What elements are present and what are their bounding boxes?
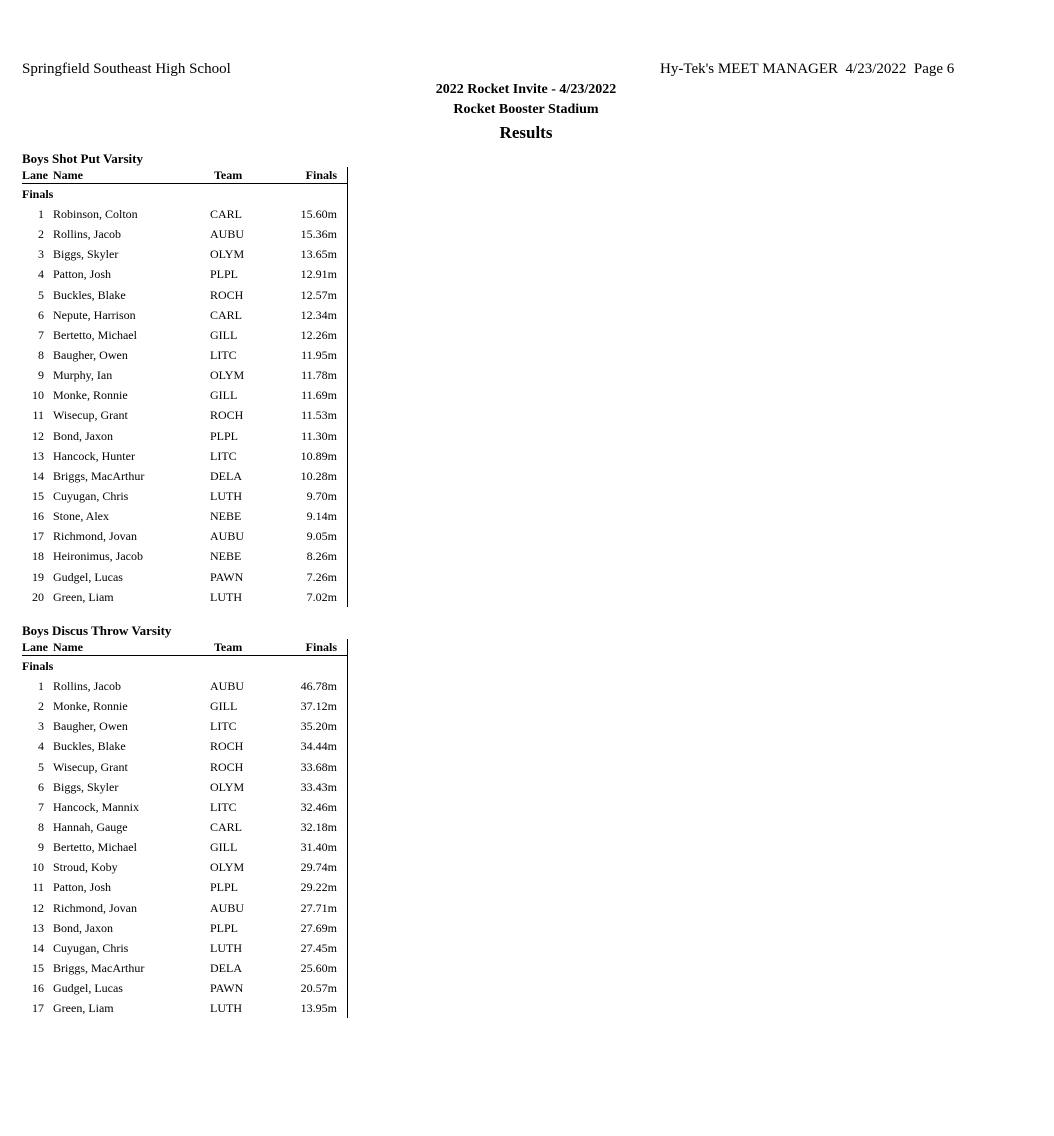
place-cell: 13	[32, 920, 44, 935]
athlete-name-cell: Cuyugan, Chris	[53, 940, 129, 955]
meet-title: 2022 Rocket Invite - 4/23/2022	[435, 82, 617, 97]
athlete-name-cell: Hannah, Gauge	[53, 819, 128, 834]
table-row	[22, 506, 347, 526]
athlete-name-cell: Hancock, Mannix	[53, 799, 139, 814]
finals-mark-cell: 7.02m	[306, 589, 337, 604]
place-cell: 13	[32, 448, 44, 463]
place-cell: 14	[32, 940, 44, 955]
place-cell: 9	[38, 368, 44, 383]
place-cell: 5	[38, 759, 44, 774]
table-row	[22, 797, 347, 817]
team-cell: ROCH	[210, 287, 244, 302]
table-row	[22, 486, 347, 506]
athlete-name-cell: Hancock, Hunter	[53, 448, 135, 463]
column-header-name: Name	[53, 168, 83, 182]
column-header-finals: Finals	[305, 168, 337, 182]
table-row	[22, 716, 347, 736]
athlete-name-cell: Bond, Jaxon	[53, 428, 113, 443]
athlete-name-cell: Patton, Josh	[53, 880, 112, 895]
athlete-name-cell: Patton, Josh	[53, 267, 112, 282]
table-row	[22, 285, 347, 305]
team-cell: ROCH	[210, 759, 244, 774]
table-row	[22, 244, 347, 264]
place-cell: 1	[38, 207, 44, 221]
event-title: Boys Shot Put Varsity	[22, 151, 143, 166]
team-cell: LUTH	[210, 488, 242, 503]
finals-mark-cell: 27.69m	[300, 920, 337, 935]
athlete-name-cell: Richmond, Jovan	[53, 529, 137, 544]
place-cell: 4	[38, 267, 44, 282]
table-row	[22, 264, 347, 284]
place-cell: 17	[32, 1001, 44, 1016]
finals-mark-cell: 46.78m	[300, 679, 337, 693]
athlete-name-cell: Heironimus, Jacob	[53, 549, 143, 564]
event-discus-throw	[22, 623, 348, 1018]
column-header-row	[22, 167, 347, 184]
place-cell: 20	[32, 589, 44, 604]
team-cell: PLPL	[210, 920, 239, 935]
team-cell: CARL	[210, 819, 243, 834]
finals-mark-cell: 27.45m	[300, 940, 337, 955]
team-cell: LITC	[210, 347, 237, 362]
team-cell: PLPL	[210, 267, 239, 282]
finals-mark-cell: 33.43m	[300, 779, 337, 794]
place-cell: 2	[38, 227, 44, 242]
team-cell: PLPL	[210, 880, 239, 895]
athlete-name-cell: Buckles, Blake	[53, 287, 126, 302]
athlete-name-cell: Wisecup, Grant	[53, 408, 128, 423]
place-cell: 10	[32, 860, 44, 875]
round-label: Finals	[22, 187, 54, 201]
table-row	[22, 857, 347, 877]
result-rows	[22, 204, 347, 607]
column-header-finals: Finals	[305, 640, 337, 654]
finals-mark-cell: 25.60m	[300, 960, 337, 975]
athlete-name-cell: Stroud, Koby	[53, 860, 118, 875]
place-cell: 9	[38, 840, 44, 855]
place-cell: 17	[32, 529, 44, 544]
place-cell: 3	[38, 719, 44, 734]
place-cell: 6	[38, 307, 44, 322]
athlete-name-cell: Murphy, Ian	[53, 368, 113, 383]
athlete-name-cell: Bertetto, Michael	[53, 840, 137, 855]
table-row	[22, 204, 347, 224]
column-header-lane: Lane	[22, 640, 49, 654]
table-row	[22, 405, 347, 425]
team-cell: LITC	[210, 799, 237, 814]
team-cell: NEBE	[210, 549, 242, 564]
team-cell: OLYM	[210, 779, 245, 794]
team-cell: AUBU	[210, 529, 245, 544]
table-row	[22, 426, 347, 446]
finals-mark-cell: 10.89m	[300, 448, 337, 463]
finals-mark-cell: 32.18m	[300, 819, 337, 834]
athlete-name-cell: Bond, Jaxon	[53, 920, 113, 935]
finals-mark-cell: 31.40m	[300, 840, 337, 855]
table-row	[22, 898, 347, 918]
column-header-name: Name	[53, 640, 83, 654]
place-cell: 6	[38, 779, 44, 794]
team-cell: LITC	[210, 719, 237, 734]
finals-mark-cell: 11.95m	[301, 347, 337, 362]
place-cell: 12	[32, 428, 44, 443]
finals-mark-cell: 20.57m	[300, 981, 337, 996]
finals-mark-cell: 12.34m	[300, 307, 337, 322]
finals-mark-cell: 15.36m	[300, 227, 337, 242]
results-title: Results	[499, 123, 553, 142]
table-row	[22, 466, 347, 486]
team-cell: GILL	[210, 840, 238, 855]
finals-mark-cell: 8.26m	[306, 549, 337, 564]
athlete-name-cell: Cuyugan, Chris	[53, 488, 129, 503]
table-row	[22, 777, 347, 797]
column-header-lane: Lane	[22, 168, 49, 182]
column-header-team: Team	[214, 640, 243, 654]
place-cell: 11	[32, 408, 44, 423]
table-row	[22, 325, 347, 345]
finals-mark-cell: 34.44m	[300, 739, 337, 754]
place-cell: 10	[32, 388, 44, 403]
athlete-name-cell: Wisecup, Grant	[53, 759, 128, 774]
place-cell: 12	[32, 900, 44, 915]
place-cell: 1	[38, 679, 44, 693]
venue-name: Rocket Booster Stadium	[453, 102, 599, 117]
place-cell: 5	[38, 287, 44, 302]
finals-mark-cell: 12.57m	[300, 287, 337, 302]
place-cell: 7	[38, 327, 44, 342]
athlete-name-cell: Biggs, Skyler	[53, 779, 119, 794]
finals-mark-cell: 9.14m	[306, 509, 337, 524]
team-cell: AUBU	[210, 900, 245, 915]
finals-mark-cell: 9.05m	[306, 529, 337, 544]
team-cell: GILL	[210, 327, 238, 342]
finals-mark-cell: 27.71m	[300, 900, 337, 915]
place-cell: 15	[32, 488, 44, 503]
place-cell: 16	[32, 981, 44, 996]
finals-mark-cell: 7.26m	[306, 569, 337, 584]
team-cell: PLPL	[210, 428, 239, 443]
table-row	[22, 998, 347, 1018]
team-cell: CARL	[210, 207, 243, 221]
table-row	[22, 877, 347, 897]
finals-mark-cell: 35.20m	[300, 719, 337, 734]
team-cell: GILL	[210, 388, 238, 403]
team-cell: LUTH	[210, 589, 242, 604]
table-row	[22, 587, 347, 607]
results-table	[22, 639, 348, 1018]
athlete-name-cell: Gudgel, Lucas	[53, 569, 123, 584]
finals-mark-cell: 32.46m	[300, 799, 337, 814]
finals-mark-cell: 11.78m	[301, 368, 337, 383]
team-cell: LITC	[210, 448, 237, 463]
place-cell: 8	[38, 347, 44, 362]
column-header-row	[22, 639, 347, 656]
athlete-name-cell: Briggs, MacArthur	[53, 468, 145, 483]
finals-mark-cell: 11.53m	[301, 408, 337, 423]
place-cell: 2	[38, 699, 44, 714]
result-rows	[22, 676, 347, 1018]
table-row	[22, 837, 347, 857]
table-row	[22, 446, 347, 466]
team-cell: DELA	[210, 960, 242, 975]
place-cell: 16	[32, 509, 44, 524]
table-row	[22, 817, 347, 837]
finals-mark-cell: 15.60m	[300, 207, 337, 221]
team-cell: GILL	[210, 699, 238, 714]
athlete-name-cell: Gudgel, Lucas	[53, 981, 123, 996]
team-cell: AUBU	[210, 679, 245, 693]
table-row	[22, 696, 347, 716]
finals-mark-cell: 13.65m	[300, 247, 337, 262]
athlete-name-cell: Baugher, Owen	[53, 719, 128, 734]
athlete-name-cell: Stone, Alex	[53, 509, 109, 524]
table-row	[22, 757, 347, 777]
athlete-name-cell: Monke, Ronnie	[53, 699, 128, 714]
school-name: Springfield Southeast High School	[22, 61, 231, 77]
table-row	[22, 978, 347, 998]
place-cell: 19	[32, 569, 44, 584]
place-cell: 14	[32, 468, 44, 483]
team-cell: PAWN	[210, 569, 244, 584]
athlete-name-cell: Green, Liam	[53, 1001, 114, 1016]
athlete-name-cell: Bertetto, Michael	[53, 327, 137, 342]
results-table	[22, 167, 348, 607]
column-header-team: Team	[214, 168, 243, 182]
table-row	[22, 385, 347, 405]
athlete-name-cell: Buckles, Blake	[53, 739, 126, 754]
finals-mark-cell: 10.28m	[300, 468, 337, 483]
table-row	[22, 224, 347, 244]
table-row	[22, 676, 347, 696]
place-cell: 11	[32, 880, 44, 895]
finals-mark-cell: 37.12m	[300, 699, 337, 714]
athlete-name-cell: Robinson, Colton	[53, 207, 138, 221]
athlete-name-cell: Briggs, MacArthur	[53, 960, 145, 975]
athlete-name-cell: Rollins, Jacob	[53, 227, 121, 242]
place-cell: 8	[38, 819, 44, 834]
table-row	[22, 938, 347, 958]
athlete-name-cell: Rollins, Jacob	[53, 679, 121, 693]
team-cell: OLYM	[210, 368, 245, 383]
place-cell: 7	[38, 799, 44, 814]
table-row	[22, 526, 347, 546]
place-cell: 3	[38, 247, 44, 262]
table-row	[22, 546, 347, 566]
team-cell: OLYM	[210, 860, 245, 875]
athlete-name-cell: Nepute, Harrison	[53, 307, 136, 322]
finals-mark-cell: 12.26m	[300, 327, 337, 342]
team-cell: DELA	[210, 468, 242, 483]
table-row	[22, 736, 347, 756]
finals-mark-cell: 29.22m	[300, 880, 337, 895]
team-cell: PAWN	[210, 981, 244, 996]
athlete-name-cell: Richmond, Jovan	[53, 900, 137, 915]
finals-mark-cell: 29.74m	[300, 860, 337, 875]
place-cell: 15	[32, 960, 44, 975]
team-cell: LUTH	[210, 940, 242, 955]
finals-mark-cell: 11.30m	[301, 428, 337, 443]
table-row	[22, 345, 347, 365]
table-row	[22, 567, 347, 587]
athlete-name-cell: Biggs, Skyler	[53, 247, 119, 262]
table-row	[22, 958, 347, 978]
athlete-name-cell: Monke, Ronnie	[53, 388, 128, 403]
team-cell: ROCH	[210, 739, 244, 754]
team-cell: OLYM	[210, 247, 245, 262]
athlete-name-cell: Green, Liam	[53, 589, 114, 604]
finals-mark-cell: 11.69m	[301, 388, 337, 403]
table-row	[22, 365, 347, 385]
event-shot-put	[22, 151, 348, 607]
finals-mark-cell: 12.91m	[300, 267, 337, 282]
finals-mark-cell: 13.95m	[300, 1001, 337, 1016]
finals-mark-cell: 9.70m	[306, 488, 337, 503]
table-row	[22, 918, 347, 938]
team-cell: CARL	[210, 307, 243, 322]
place-cell: 18	[32, 549, 44, 564]
team-cell: AUBU	[210, 227, 245, 242]
table-row	[22, 305, 347, 325]
software-page-info: Hy-Tek's MEET MANAGER 4/23/2022 Page 6	[660, 61, 955, 77]
team-cell: LUTH	[210, 1001, 242, 1016]
athlete-name-cell: Baugher, Owen	[53, 347, 128, 362]
team-cell: ROCH	[210, 408, 244, 423]
place-cell: 4	[38, 739, 44, 754]
round-label: Finals	[22, 659, 54, 673]
event-title: Boys Discus Throw Varsity	[22, 623, 172, 638]
finals-mark-cell: 33.68m	[300, 759, 337, 774]
team-cell: NEBE	[210, 509, 242, 524]
